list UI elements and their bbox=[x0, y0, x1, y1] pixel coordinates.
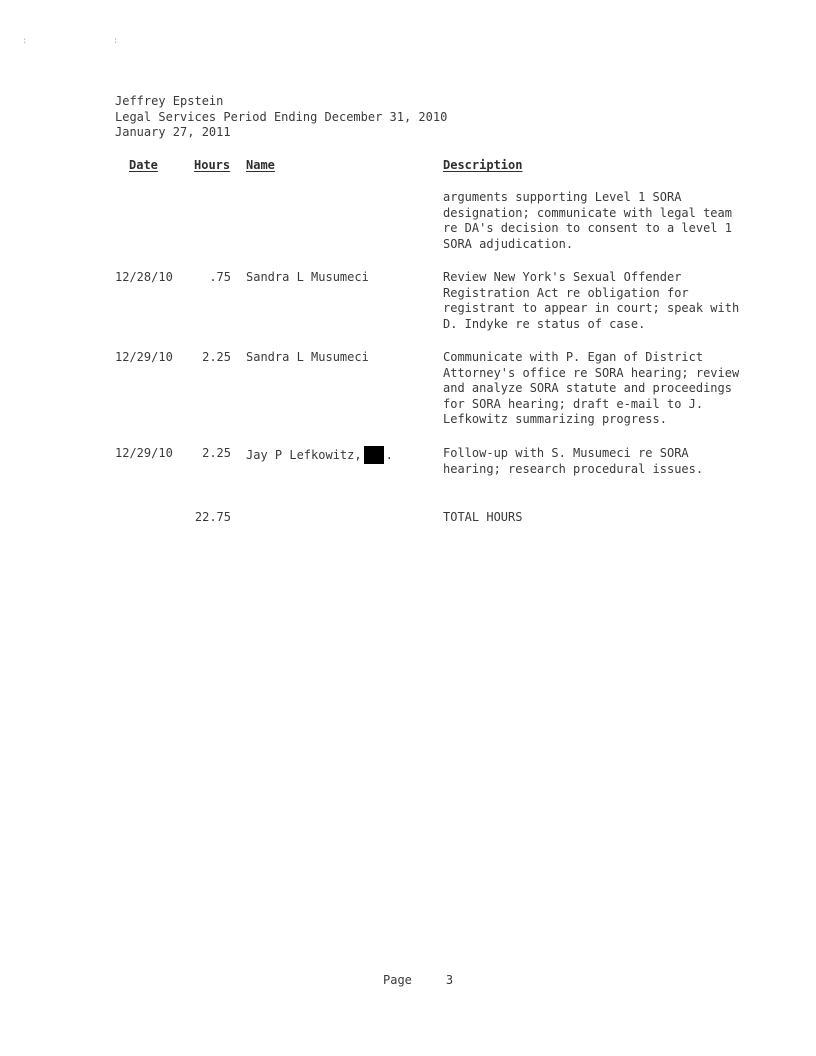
column-header-hours: Hours bbox=[194, 158, 231, 172]
stray-marks: : : bbox=[22, 36, 159, 46]
column-header-name: Name bbox=[246, 158, 275, 172]
page-footer bbox=[383, 973, 453, 989]
entry-timekeeper: Sandra L Musumeci bbox=[246, 270, 369, 284]
entry-hours: .75 bbox=[209, 270, 231, 284]
description-line: Lefkowitz summarizing progress. bbox=[443, 412, 667, 426]
description-line: Attorney's office re SORA hearing; review bbox=[443, 365, 740, 380]
page-number: 3 bbox=[445, 973, 454, 987]
entry-date: 12/29/10 bbox=[115, 446, 173, 460]
total-hours: 22.75 bbox=[194, 510, 231, 524]
column-header-description: Description bbox=[443, 158, 523, 172]
page-label: Page bbox=[383, 973, 412, 987]
description-line: Communicate with P. Egan of District bbox=[443, 350, 704, 364]
entry-description bbox=[443, 270, 763, 332]
entry-date: 12/29/10 bbox=[115, 350, 173, 364]
description-line: SORA adjudication. bbox=[443, 236, 574, 251]
entry-date: 12/28/10 bbox=[115, 270, 173, 284]
description-line: and analyze SORA statute and proceedings bbox=[443, 381, 732, 395]
client-name: Jeffrey Epstein bbox=[115, 94, 224, 108]
entry-timekeeper: Sandra L Musumeci bbox=[246, 350, 369, 364]
entry-hours: 2.25 bbox=[202, 350, 231, 364]
timekeeper-suffix: . bbox=[385, 448, 393, 462]
description-line: Registration Act re obligation for bbox=[443, 285, 689, 300]
description-line: Follow-up with S. Musumeci re SORA bbox=[443, 446, 689, 460]
description-line: D. Indyke re status of case. bbox=[443, 316, 646, 331]
document-header bbox=[115, 94, 447, 141]
timekeeper-name: Jay P Lefkowitz, bbox=[246, 448, 362, 462]
description-line: for SORA hearing; draft e-mail to J. bbox=[443, 396, 704, 411]
billing-period: Legal Services Period Ending December 31, 2010 bbox=[115, 109, 448, 124]
redaction-block bbox=[364, 446, 384, 464]
column-header-date: Date bbox=[129, 158, 158, 172]
description-line: Review New York's Sexual Offender bbox=[443, 270, 682, 284]
description-line: hearing; research procedural issues. bbox=[443, 461, 704, 476]
entry-timekeeper bbox=[246, 446, 393, 464]
entry-description bbox=[443, 446, 763, 477]
total-label: TOTAL HOURS bbox=[443, 510, 523, 524]
description-line: arguments supporting Level 1 SORA bbox=[443, 190, 682, 204]
entry-description bbox=[443, 190, 763, 252]
entry-description bbox=[443, 350, 763, 428]
invoice-date: January 27, 2011 bbox=[115, 125, 231, 139]
description-line: designation; communicate with legal team bbox=[443, 205, 732, 220]
description-line: re DA's decision to consent to a level 1 bbox=[443, 221, 732, 235]
entry-hours: 2.25 bbox=[202, 446, 231, 460]
description-line: registrant to appear in court; speak with bbox=[443, 301, 740, 315]
